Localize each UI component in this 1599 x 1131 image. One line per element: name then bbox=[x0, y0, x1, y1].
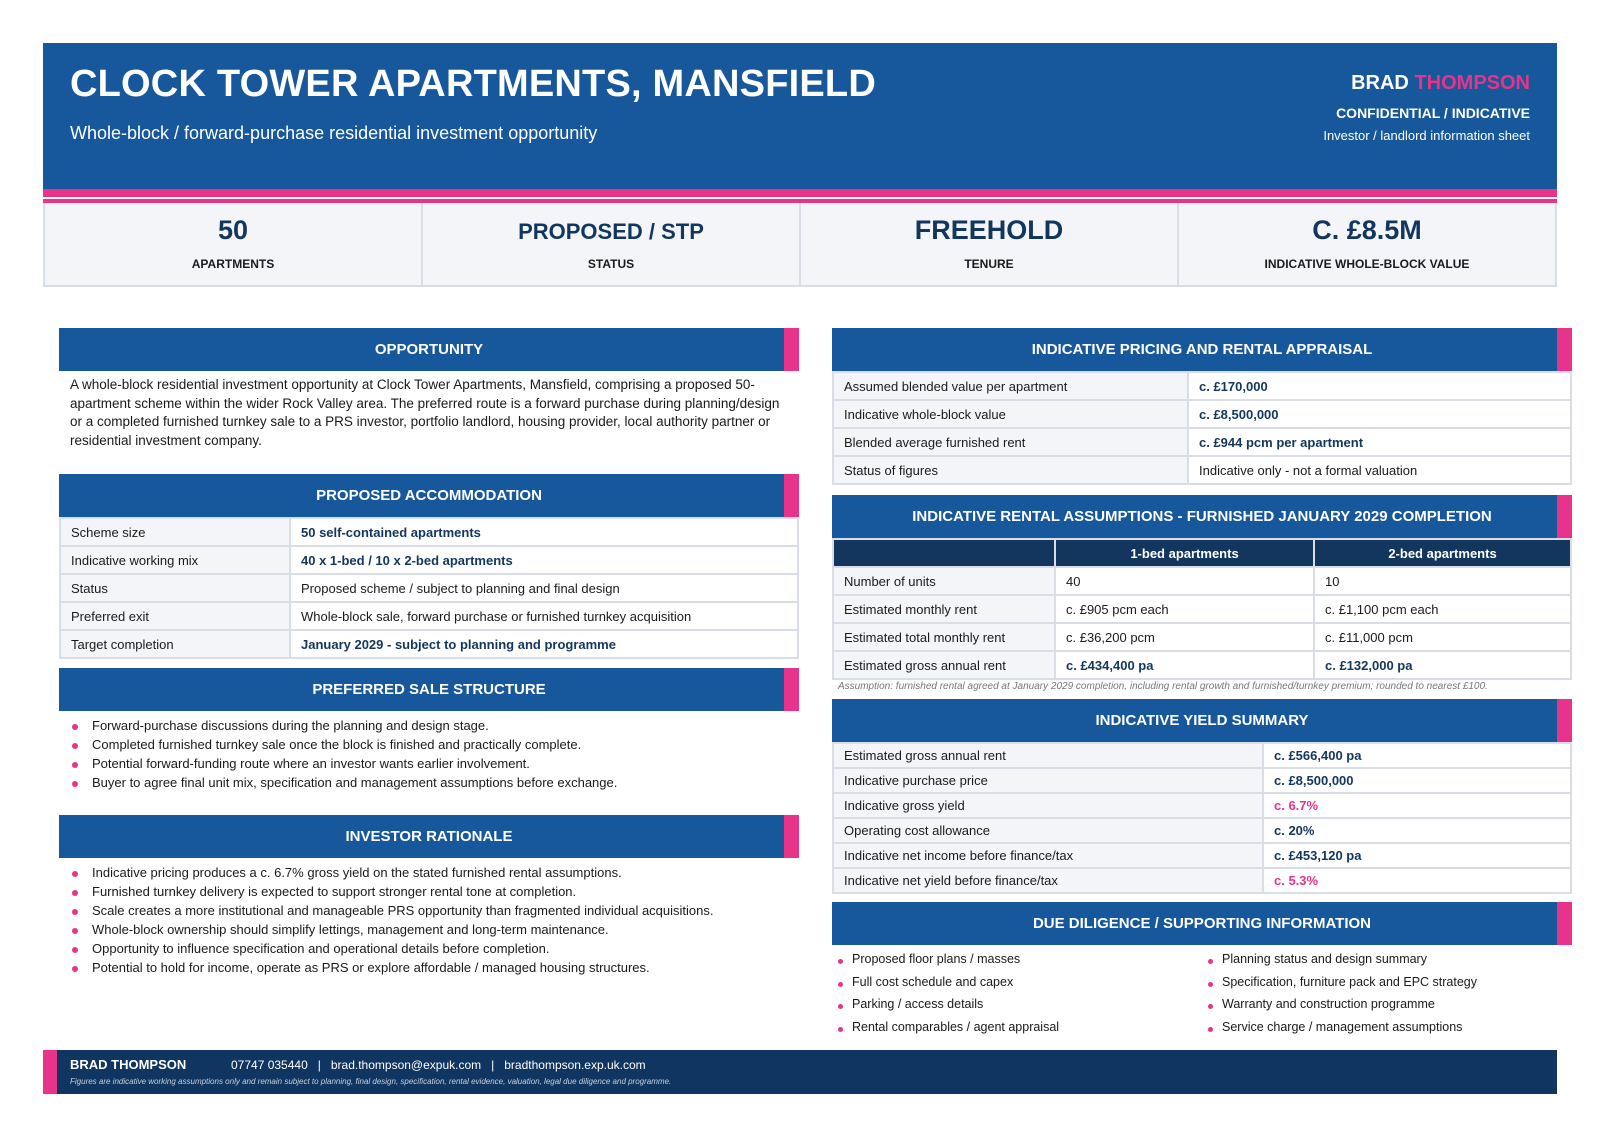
list-item-text: Proposed floor plans / masses bbox=[852, 952, 1021, 966]
stat-value: 50 bbox=[217, 215, 249, 245]
pricing-table bbox=[832, 371, 1572, 485]
list-item-text: Indicative pricing produces a c. 6.7% gross yield on the stated furnished rental assumptions. bbox=[92, 865, 622, 880]
bullet-icon bbox=[72, 743, 78, 749]
row-value: 40 x 1-bed / 10 x 2-bed apartments bbox=[290, 546, 798, 574]
list-item-text: Full cost schedule and capex bbox=[852, 974, 1014, 989]
stat-tenure bbox=[801, 203, 1179, 285]
footer-name: BRAD THOMPSON bbox=[70, 1057, 187, 1072]
row-key: Indicative working mix bbox=[60, 546, 290, 574]
list-item bbox=[1200, 948, 1560, 971]
list-item-text: Potential to hold for income, operate as PRS or explore affordable / managed housing structures. bbox=[92, 960, 650, 975]
row-key: Preferred exit bbox=[60, 602, 290, 630]
row-value: c. £453,120 pa bbox=[1263, 843, 1571, 868]
confidential-label: CONFIDENTIAL / INDICATIVE bbox=[1336, 105, 1530, 121]
row-value: c. £11,000 pcm bbox=[1314, 623, 1571, 651]
heading-accent bbox=[784, 815, 799, 858]
heading-accent bbox=[1557, 699, 1572, 742]
table-row bbox=[60, 602, 798, 630]
row-value: 50 self-contained apartments bbox=[290, 518, 798, 546]
bullet-icon bbox=[72, 781, 78, 787]
footer-contact: 07747 035440 | brad.thompson@expuk.com | bradthompson.exp.uk.com bbox=[231, 1058, 646, 1072]
row-key: Indicative gross yield bbox=[833, 793, 1263, 818]
list-item-text: Buyer to agree final unit mix, specification and management assumptions before exchange. bbox=[92, 775, 618, 790]
row-key: Estimated gross annual rent bbox=[833, 743, 1263, 768]
list-item bbox=[830, 948, 1190, 971]
bullet-icon bbox=[1208, 982, 1213, 987]
stat-value: FREEHOLD bbox=[914, 215, 1064, 245]
bullet-icon bbox=[72, 724, 78, 730]
row-key: Target completion bbox=[60, 630, 290, 658]
heading-accent bbox=[1557, 328, 1572, 371]
stat-value: PROPOSED / STP bbox=[518, 219, 704, 244]
list-item bbox=[830, 1016, 1190, 1039]
rationale-list bbox=[60, 863, 790, 977]
stat-status bbox=[423, 203, 801, 285]
table-row bbox=[833, 372, 1571, 400]
bullet-icon bbox=[72, 909, 78, 915]
stat-apartments bbox=[45, 203, 423, 285]
bullet-icon bbox=[1208, 1004, 1213, 1009]
heading-accent bbox=[784, 474, 799, 517]
list-item-text: Specification, furniture pack and EPC strategy bbox=[1222, 974, 1477, 989]
list-item-text: Warranty and construction programme bbox=[1222, 997, 1435, 1011]
stat-value-total bbox=[1179, 203, 1555, 285]
table-row bbox=[833, 818, 1571, 843]
footer-disclaimer: Figures are indicative working assumptions only and remain subject to planning, final design, specification, rental evidence, valuation, legal due diligence and programme. bbox=[70, 1077, 672, 1086]
list-item bbox=[830, 971, 1190, 994]
row-value: c. £566,400 pa bbox=[1263, 743, 1571, 768]
footer-bar bbox=[43, 1050, 1557, 1094]
table-row bbox=[833, 595, 1571, 623]
section-title: INDICATIVE PRICING AND RENTAL APPRAISAL bbox=[1031, 341, 1373, 358]
brand-logo bbox=[1351, 72, 1530, 95]
page-title: CLOCK TOWER APARTMENTS, MANSFIELD bbox=[70, 63, 876, 105]
bullet-icon bbox=[72, 928, 78, 934]
list-item bbox=[60, 939, 790, 958]
column-header: 2-bed apartments bbox=[1314, 539, 1571, 567]
row-value: 40 bbox=[1055, 567, 1314, 595]
list-item bbox=[60, 920, 790, 939]
brand-first: BRAD bbox=[1351, 72, 1409, 94]
list-item-text: Opportunity to influence specification and operational details before completion. bbox=[92, 941, 550, 956]
row-value: c. £434,400 pa bbox=[1055, 651, 1314, 679]
heading-accent bbox=[784, 328, 799, 371]
row-key: Estimated gross annual rent bbox=[833, 651, 1055, 679]
row-value: January 2029 - subject to planning and programme bbox=[290, 630, 798, 658]
header-banner bbox=[43, 43, 1557, 191]
list-item bbox=[60, 735, 790, 754]
heading-accent bbox=[1557, 495, 1572, 538]
row-value: c. 5.3% bbox=[1263, 868, 1571, 893]
bullet-icon bbox=[838, 959, 843, 964]
stat-label: TENURE bbox=[964, 257, 1014, 271]
list-item-text: Forward-purchase discussions during the planning and design stage. bbox=[92, 718, 489, 733]
row-key: Assumed blended value per apartment bbox=[833, 372, 1188, 400]
list-item-text: Whole-block ownership should simplify lettings, management and long-term maintenance. bbox=[92, 922, 609, 937]
accommodation-table bbox=[59, 517, 799, 659]
table-row bbox=[833, 868, 1571, 893]
rental-footnote: Assumption: furnished rental agreed at January 2029 completion, including rental growth and furnished/turnkey premium; rounded to nearest £100. bbox=[838, 681, 1488, 692]
sale-structure-list bbox=[60, 716, 790, 792]
row-key: Estimated monthly rent bbox=[833, 595, 1055, 623]
list-item bbox=[60, 754, 790, 773]
table-row bbox=[833, 743, 1571, 768]
stat-label: APARTMENTS bbox=[191, 257, 275, 271]
row-value: c. £944 pcm per apartment bbox=[1188, 428, 1571, 456]
row-key: Status bbox=[60, 574, 290, 602]
row-key: Scheme size bbox=[60, 518, 290, 546]
row-value: c. £36,200 pcm bbox=[1055, 623, 1314, 651]
sale-structure-heading bbox=[59, 668, 799, 711]
rental-heading bbox=[832, 495, 1572, 538]
row-value: Proposed scheme / subject to planning and final design bbox=[290, 574, 798, 602]
list-item bbox=[60, 901, 790, 920]
bullet-icon bbox=[838, 1004, 843, 1009]
table-row bbox=[833, 567, 1571, 595]
list-item-text: Service charge / management assumptions bbox=[1222, 1019, 1463, 1034]
section-title: OPPORTUNITY bbox=[374, 341, 484, 358]
bullet-icon bbox=[72, 966, 78, 972]
due-diligence-list-left bbox=[830, 948, 1190, 1038]
list-item bbox=[60, 882, 790, 901]
pricing-heading bbox=[832, 328, 1572, 371]
section-title: INDICATIVE YIELD SUMMARY bbox=[1095, 712, 1309, 729]
table-row bbox=[60, 630, 798, 658]
row-value: c. 6.7% bbox=[1263, 793, 1571, 818]
row-key: Number of units bbox=[833, 567, 1055, 595]
table-row bbox=[833, 428, 1571, 456]
opportunity-heading bbox=[59, 328, 799, 371]
table-row bbox=[833, 768, 1571, 793]
bullet-icon bbox=[838, 1027, 843, 1032]
table-row bbox=[833, 623, 1571, 651]
table-row bbox=[833, 456, 1571, 484]
section-title: INDICATIVE RENTAL ASSUMPTIONS - FURNISHED JANUARY 2029 COMPLETION bbox=[912, 508, 1492, 525]
key-stats-strip bbox=[43, 203, 1557, 287]
page-subtitle: Whole-block / forward-purchase residential investment opportunity bbox=[70, 123, 598, 143]
row-key: Indicative net income before finance/tax bbox=[833, 843, 1263, 868]
row-value: c. £1,100 pcm each bbox=[1314, 595, 1571, 623]
accommodation-heading bbox=[59, 474, 799, 517]
table-row bbox=[833, 843, 1571, 868]
list-item bbox=[60, 716, 790, 735]
rental-table bbox=[832, 538, 1572, 680]
row-value: c. £132,000 pa bbox=[1314, 651, 1571, 679]
bullet-icon bbox=[72, 947, 78, 953]
table-row bbox=[60, 574, 798, 602]
bullet-icon bbox=[1208, 1027, 1213, 1032]
table-row bbox=[60, 518, 798, 546]
list-item bbox=[830, 993, 1190, 1016]
row-key: Indicative purchase price bbox=[833, 768, 1263, 793]
yield-table bbox=[832, 742, 1572, 894]
row-value: Whole-block sale, forward purchase or furnished turnkey acquisition bbox=[290, 602, 798, 630]
column-header: 1-bed apartments bbox=[1055, 539, 1314, 567]
table-row bbox=[833, 400, 1571, 428]
list-item-text: Scale creates a more institutional and manageable PRS opportunity than fragmented individual acquisitions. bbox=[92, 903, 714, 918]
table-row bbox=[833, 651, 1571, 679]
due-diligence-list-right bbox=[1200, 948, 1560, 1038]
header-accent-bar bbox=[43, 189, 1557, 197]
row-value: c. £905 pcm each bbox=[1055, 595, 1314, 623]
list-item bbox=[1200, 993, 1560, 1016]
rationale-heading bbox=[59, 815, 799, 858]
section-title: DUE DILIGENCE / SUPPORTING INFORMATION bbox=[1032, 915, 1372, 932]
sheet-type-label: Investor / landlord information sheet bbox=[1323, 128, 1530, 143]
table-header-row bbox=[833, 539, 1571, 567]
bullet-icon bbox=[838, 982, 843, 987]
stat-label: STATUS bbox=[587, 257, 635, 271]
row-value: 10 bbox=[1314, 567, 1571, 595]
list-item-text: Rental comparables / agent appraisal bbox=[852, 1019, 1060, 1034]
row-key: Indicative net yield before finance/tax bbox=[833, 868, 1263, 893]
section-title: INVESTOR RATIONALE bbox=[345, 828, 513, 845]
stat-label: INDICATIVE WHOLE-BLOCK VALUE bbox=[1264, 257, 1470, 271]
list-item bbox=[1200, 971, 1560, 994]
list-item-text: Furnished turnkey delivery is expected to support stronger rental tone at completion. bbox=[92, 884, 577, 899]
row-value: c. £8,500,000 bbox=[1188, 400, 1571, 428]
row-key: Estimated total monthly rent bbox=[833, 623, 1055, 651]
stat-value: C. £8.5M bbox=[1312, 215, 1422, 245]
list-item bbox=[60, 773, 790, 792]
table-row bbox=[60, 546, 798, 574]
row-key: Blended average furnished rent bbox=[833, 428, 1188, 456]
footer-accent bbox=[43, 1050, 57, 1094]
opportunity-text: A whole-block residential investment opportunity at Clock Tower Apartments, Mansfield, comprising a proposed 50-apartment scheme within the wider Rock Valley area. The preferred route is a forward purchase during planning/design or a completed furnished turnkey sale to a PRS investor, portfolio landlord, housing provider, local authority partner or residential investment company. bbox=[70, 377, 780, 448]
heading-accent bbox=[1557, 902, 1572, 945]
bullet-icon bbox=[1208, 959, 1213, 964]
bullet-icon bbox=[72, 762, 78, 768]
row-key: Indicative whole-block value bbox=[833, 400, 1188, 428]
list-item bbox=[60, 863, 790, 882]
brand-last: THOMPSON bbox=[1414, 72, 1530, 94]
row-value: Indicative only - not a formal valuation bbox=[1188, 456, 1571, 484]
table-row bbox=[833, 793, 1571, 818]
row-value: c. £170,000 bbox=[1188, 372, 1571, 400]
list-item bbox=[60, 958, 790, 977]
row-key: Status of figures bbox=[833, 456, 1188, 484]
bullet-icon bbox=[72, 890, 78, 896]
row-key: Operating cost allowance bbox=[833, 818, 1263, 843]
due-diligence-heading bbox=[832, 902, 1572, 945]
section-title: PROPOSED ACCOMMODATION bbox=[316, 487, 542, 504]
bullet-icon bbox=[72, 871, 78, 877]
list-item-text: Planning status and design summary bbox=[1222, 952, 1427, 966]
header-blank bbox=[833, 539, 1055, 567]
section-title: PREFERRED SALE STRUCTURE bbox=[312, 681, 546, 698]
row-value: c. £8,500,000 bbox=[1263, 768, 1571, 793]
list-item-text: Completed furnished turnkey sale once the block is finished and practically complete. bbox=[92, 737, 582, 752]
list-item bbox=[1200, 1016, 1560, 1039]
row-value: c. 20% bbox=[1263, 818, 1571, 843]
heading-accent bbox=[784, 668, 799, 711]
list-item-text: Parking / access details bbox=[852, 997, 984, 1011]
list-item-text: Potential forward-funding route where an investor wants earlier involvement. bbox=[92, 756, 530, 771]
yield-heading bbox=[832, 699, 1572, 742]
